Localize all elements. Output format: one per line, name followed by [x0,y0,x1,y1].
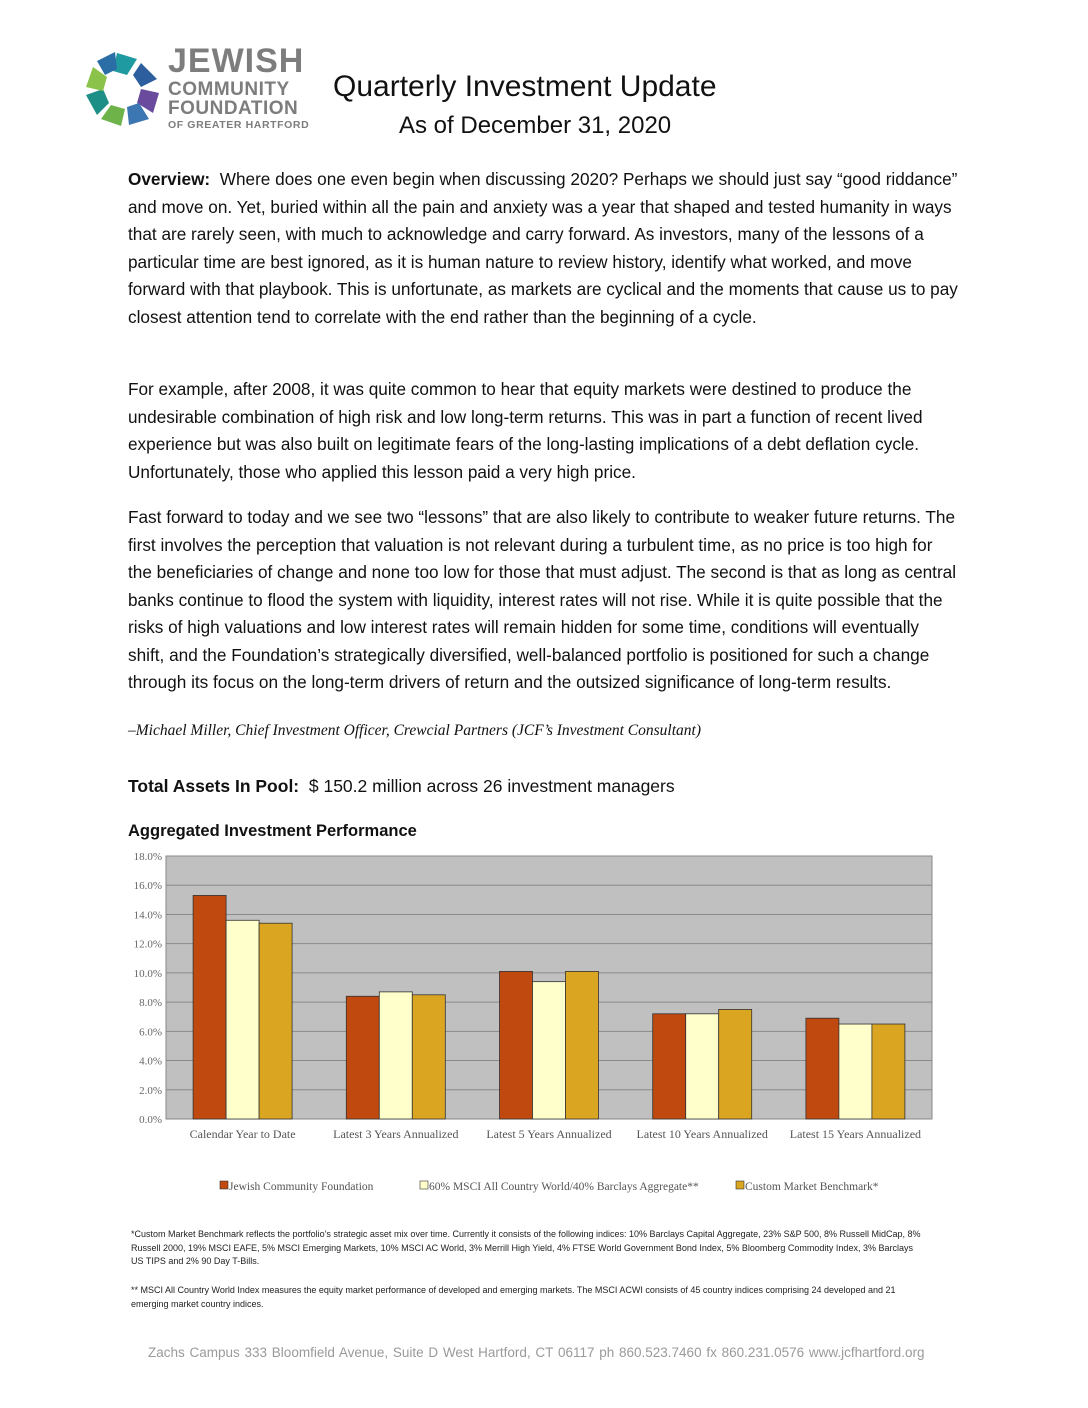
bar [566,971,599,1119]
y-tick-label: 2.0% [139,1084,162,1097]
bar [806,1018,839,1119]
y-tick-label: 14.0% [133,909,162,922]
bar [653,1014,686,1119]
logo-line-3: FOUNDATION [168,98,299,119]
y-tick-label: 10.0% [133,967,162,980]
y-tick-label: 18.0% [133,851,162,863]
y-tick-label: 8.0% [139,997,162,1010]
legend-label: Jewish Community Foundation [229,1181,374,1193]
bar [259,923,292,1119]
foundation-logo [82,44,312,139]
legend-label: Custom Market Benchmark* [745,1181,879,1193]
bar [533,982,566,1119]
footnote-msci-acwi: ** MSCI All Country World Index measures the equity market performance of developed and emerging markets. The MSCI ACWI consists of 45 country indices comprising 24 developed and 21 emerging market country indices. [131,1285,896,1309]
y-tick-label: 0.0% [139,1114,162,1126]
y-tick-label: 6.0% [139,1026,162,1039]
y-tick-label: 12.0% [133,938,162,951]
y-tick-label: 16.0% [133,880,162,893]
logo-line-2: COMMUNITY [168,79,290,100]
performance-bar-chart [128,845,948,1215]
overview-paragraph-3: Fast forward to today and we see two “lessons” that are also likely to contribute to weaker future returns. The first involves the perception that valuation is not relevant during a turbulent time, as no price is too high for the beneficiaries of change and none too low for those that must adjust. The second is that as long as central banks continue to flood the system with liquidity, interest rates will not rise. While it is quite possible that the risks of high valuations and low interest rates will remain hidden for some time, conditions will eventually shift, and the Foundation’s strategically diversified, well-balanced portfolio is positioned for such a change through its focus on the long-term drivers of return and the outsized significance of long-term results. [128,507,957,692]
bar [719,1009,752,1119]
page-title: Quarterly Investment Update [333,70,717,103]
bar [686,1014,719,1119]
legend-swatch [736,1181,744,1189]
bar [226,920,259,1119]
bar [379,992,412,1119]
x-category-label: Latest 15 Years Annualized [789,1127,922,1141]
total-assets [128,776,675,797]
star-logo-icon [82,48,164,130]
quote-attribution: –Michael Miller, Chief Investment Officer, Crewcial Partners (JCF’s Investment Consultant) [128,722,701,739]
logo-wordmark [168,44,309,131]
bar [500,971,533,1119]
bar [346,996,379,1119]
y-tick-label: 4.0% [139,1055,162,1068]
logo-line-1: JEWISH [168,42,305,80]
footer-address: Zachs Campus 333 Bloomfield Avenue, Suite D West Hartford, CT 06117 ph 860.523.7460 fx 860.231.0576 www.jcfhartford.org [148,1345,925,1360]
overview-text-1: Where does one even begin when discussing 2020? Perhaps we should just say “good riddance” and move on. Yet, buried within all the pain and anxiety was a year that shaped and tested humanity in ways that are rarely seen, with much to acknowledge and carry forward. As investors, many of the lessons of a particular time are best ignored, as it is human nature to review history, identify what worked, and move forward with that playbook. This is unfortunate, as markets are cyclical and the moments that cause us to pay closest attention tend to correlate with the end rather than the beginning of a cycle. [128,169,958,327]
footnote-custom-benchmark: *Custom Market Benchmark reflects the portfolio’s strategic asset mix over time. Currently it consists of the following indices: 10% Barclays Capital Aggregate, 23% S&P 500, 8% Russell MidCap, 8% Russell 2000, 19% MSCI EAFE, 5% MSCI Emerging Markets, 10% MSCI AC World, 3% Merrill High Yield, 4% FTSE World Government Bond Index, 5% Bloomberg Commodity Index, 3% Barclays US TIPS and 2% 90 Day T-Bills. [131,1229,921,1266]
overview-paragraph-2: For example, after 2008, it was quite common to hear that equity markets were destined to produce the undesirable combination of high risk and low long-term returns. This was in part a function of recent lived experience but was also built on legitimate fears of the long-lasting implications of a debt deflation cycle. Unfortunately, those who applied this lesson paid a very high price. [128,379,923,482]
bar [872,1024,905,1119]
bar [839,1024,872,1119]
legend-label: 60% MSCI All Country World/40% Barclays Aggregate** [429,1181,699,1193]
x-category-label: Calendar Year to Date [189,1127,296,1141]
overview-paragraph-1 [128,166,960,331]
x-category-label: Latest 3 Years Annualized [333,1127,459,1141]
total-assets-value: $ 150.2 million across 26 investment managers [308,776,675,796]
legend-swatch [220,1181,228,1189]
total-assets-label: Total Assets In Pool: [128,776,300,796]
page-subtitle: As of December 31, 2020 [399,112,672,139]
chart-section-title: Aggregated Investment Performance [128,822,417,840]
legend-swatch [420,1181,428,1189]
overview-label: Overview: [128,169,211,189]
bar [193,895,226,1119]
x-category-label: Latest 10 Years Annualized [636,1127,768,1141]
bar [412,995,445,1119]
logo-line-4: OF GREATER HARTFORD [168,119,310,131]
x-category-label: Latest 5 Years Annualized [486,1127,612,1141]
